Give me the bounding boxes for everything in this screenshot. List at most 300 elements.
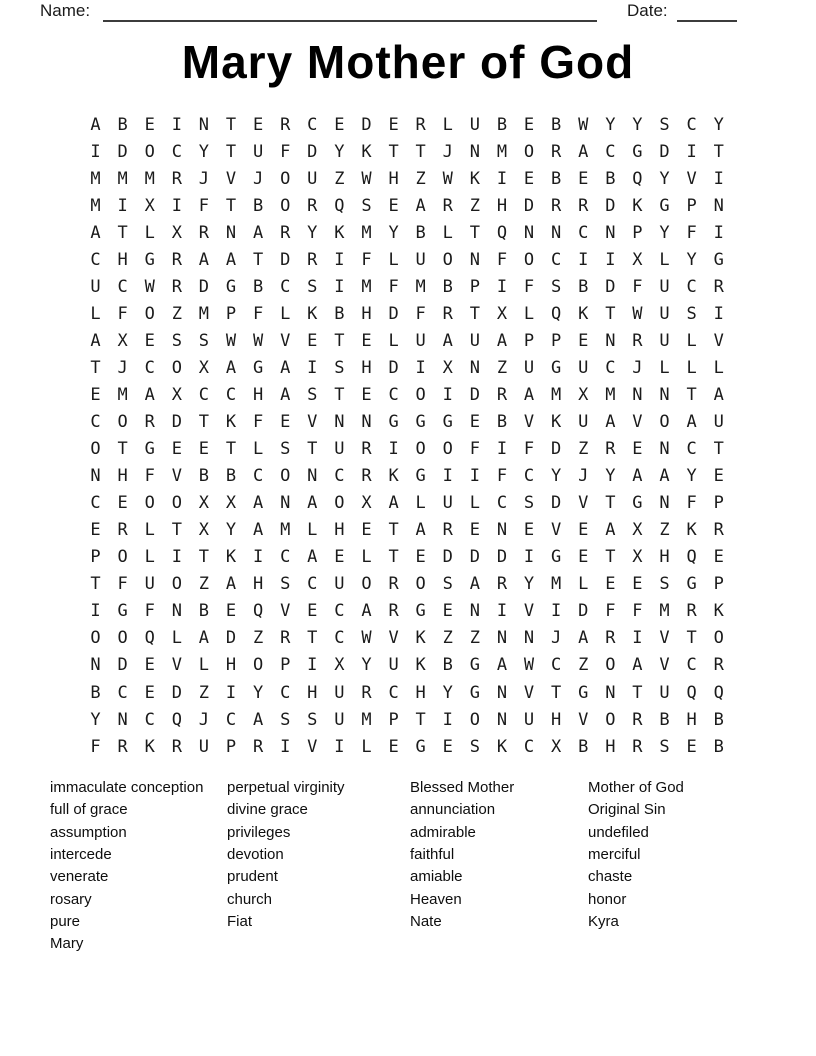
grid-letter: I <box>605 249 616 270</box>
grid-letter: U <box>90 276 101 297</box>
grid-letter: E <box>442 736 453 757</box>
grid-letter: L <box>144 520 155 541</box>
grid-letter: E <box>415 547 426 568</box>
grid-letter: U <box>307 168 318 189</box>
word-bank-item: annunciation <box>410 801 496 819</box>
grid-letter: M <box>198 303 210 324</box>
grid-letter: H <box>334 520 345 541</box>
grid-letter: B <box>713 709 724 730</box>
grid-letter: T <box>388 520 399 541</box>
grid-letter: H <box>388 168 399 189</box>
grid-letter: A <box>252 493 264 514</box>
grid-letter: F <box>632 601 643 622</box>
grid-letter: T <box>307 439 318 460</box>
grid-letter: L <box>144 222 155 243</box>
grid-letter: M <box>415 276 426 297</box>
grid-letter: J <box>632 357 643 378</box>
grid-letter: N <box>117 709 128 730</box>
grid-letter: C <box>117 682 128 703</box>
grid-letter: D <box>659 141 670 162</box>
grid-letter: T <box>415 141 426 162</box>
grid-letter: E <box>280 412 291 433</box>
grid-letter: A <box>388 493 399 514</box>
grid-letter: I <box>686 141 697 162</box>
grid-letter: O <box>415 574 426 595</box>
grid-letter: X <box>578 384 589 405</box>
grid-letter: C <box>280 547 291 568</box>
word-bank-item: church <box>227 890 273 908</box>
grid-letter: T <box>469 222 480 243</box>
word-bank-column <box>410 777 514 933</box>
grid-letter: V <box>280 330 291 351</box>
grid-letter: T <box>307 628 318 649</box>
grid-letter: T <box>713 439 724 460</box>
grid-letter: Q <box>171 709 182 730</box>
grid-letter: Q <box>144 628 155 649</box>
grid-letter: N <box>225 222 237 243</box>
word-bank-item: faithful <box>410 846 455 864</box>
grid-letter: M <box>90 195 101 216</box>
grid-letter: R <box>632 736 643 757</box>
grid-letter: R <box>388 601 399 622</box>
grid-letter: R <box>198 222 210 243</box>
grid-letter: D <box>307 141 318 162</box>
grid-letter: T <box>225 439 237 460</box>
grid-letter: A <box>415 520 426 541</box>
grid-letter: O <box>144 303 155 324</box>
grid-letter: N <box>659 439 670 460</box>
grid-letter: L <box>578 574 589 595</box>
grid-letter: C <box>334 601 345 622</box>
grid-letter: A <box>307 547 318 568</box>
grid-letter: I <box>171 114 182 135</box>
grid-letter: K <box>415 628 426 649</box>
grid-letter: W <box>442 168 453 189</box>
grid-letter: I <box>496 439 508 460</box>
grid-letter: I <box>713 222 724 243</box>
grid-letter: V <box>659 655 670 676</box>
word-bank-item: Heaven <box>410 890 462 908</box>
grid-letter: N <box>469 249 480 270</box>
grid-letter: E <box>334 114 345 135</box>
grid-letter: R <box>117 520 128 541</box>
grid-letter: L <box>686 357 697 378</box>
word-bank-item: immaculate conception <box>50 779 204 796</box>
grid-letter: C <box>334 628 345 649</box>
grid-letter: V <box>171 655 182 676</box>
grid-letter: N <box>496 682 508 703</box>
grid-letter: K <box>632 195 643 216</box>
grid-letter: D <box>578 601 589 622</box>
grid-letter: T <box>605 547 616 568</box>
grid-letter: K <box>361 141 372 162</box>
grid-letter: A <box>252 709 264 730</box>
grid-letter: A <box>225 357 237 378</box>
grid-letter: B <box>198 466 210 487</box>
grid-letter: I <box>415 357 426 378</box>
grid-letter: L <box>198 655 210 676</box>
grid-letter: C <box>144 709 155 730</box>
grid-letter: P <box>551 330 562 351</box>
grid-letter: F <box>523 439 535 460</box>
grid-letter: M <box>361 222 372 243</box>
grid-letter: R <box>713 655 724 676</box>
grid-letter: R <box>713 520 724 541</box>
grid-letter: X <box>225 493 237 514</box>
grid-letter: O <box>117 628 128 649</box>
grid-letter: V <box>578 493 589 514</box>
grid-letter: N <box>659 384 670 405</box>
grid-letter: R <box>361 439 372 460</box>
grid-letter: N <box>469 141 480 162</box>
grid-letter: B <box>713 736 724 757</box>
grid-letter: L <box>361 736 372 757</box>
grid-letter: Z <box>469 628 480 649</box>
grid-letter: N <box>632 384 643 405</box>
grid-letter: M <box>551 574 562 595</box>
grid-letter: R <box>171 276 182 297</box>
grid-letter: A <box>198 249 210 270</box>
grid-letter: F <box>280 141 291 162</box>
word-bank-item: Nate <box>410 913 442 931</box>
grid-letter: H <box>225 655 237 676</box>
grid-letter: G <box>469 655 480 676</box>
grid-letter: E <box>225 601 237 622</box>
word-bank-item: perpetual virginity <box>227 779 345 796</box>
grid-letter: I <box>496 276 508 297</box>
grid-letter: E <box>605 574 616 595</box>
grid-letter: U <box>198 736 210 757</box>
grid-letter: C <box>686 114 697 135</box>
grid-letter: O <box>334 493 345 514</box>
grid-letter: D <box>469 384 480 405</box>
grid-letter: G <box>415 412 426 433</box>
grid-letter: S <box>659 114 670 135</box>
grid-letter: Y <box>442 682 453 703</box>
grid-letter: R <box>252 736 264 757</box>
grid-letter: E <box>578 520 589 541</box>
grid-letter: X <box>632 249 643 270</box>
grid-letter: R <box>307 195 318 216</box>
grid-letter: O <box>252 655 264 676</box>
grid-letter: M <box>605 384 616 405</box>
grid-letter: R <box>632 330 643 351</box>
grid-letter: E <box>523 114 535 135</box>
grid-letter: C <box>523 466 535 487</box>
grid-letter: T <box>605 493 616 514</box>
grid-letter: C <box>551 655 562 676</box>
grid-letter: I <box>307 357 318 378</box>
grid-letter: G <box>551 547 562 568</box>
grid-letter: H <box>659 547 670 568</box>
grid-letter: V <box>686 168 697 189</box>
grid-letter: B <box>496 412 508 433</box>
grid-letter: G <box>388 412 399 433</box>
grid-letter: S <box>307 276 318 297</box>
grid-letter: S <box>307 384 318 405</box>
grid-letter: U <box>713 412 724 433</box>
grid-letter: D <box>171 682 182 703</box>
grid-letter: S <box>334 357 345 378</box>
grid-letter: O <box>713 628 724 649</box>
grid-letter: F <box>686 493 697 514</box>
grid-letter: V <box>171 466 182 487</box>
grid-letter: N <box>551 222 562 243</box>
grid-letter: E <box>469 520 480 541</box>
grid-letter: R <box>496 384 508 405</box>
grid-letter: Y <box>252 682 264 703</box>
grid-letter: A <box>713 384 724 405</box>
grid-letter: P <box>713 493 724 514</box>
grid-letter: G <box>225 276 237 297</box>
grid-letter: A <box>578 628 589 649</box>
grid-letter: O <box>90 439 101 460</box>
grid-letter: W <box>144 276 155 297</box>
grid-letter: R <box>442 195 453 216</box>
grid-letter: D <box>280 249 291 270</box>
grid-letter: A <box>90 114 101 135</box>
grid-letter: C <box>280 682 291 703</box>
grid-letter: N <box>713 195 724 216</box>
grid-letter: K <box>307 303 318 324</box>
grid-letter: E <box>713 466 724 487</box>
grid-letter: F <box>117 574 128 595</box>
grid-letter: U <box>659 276 670 297</box>
grid-letter: A <box>90 330 101 351</box>
grid-letter: B <box>252 195 264 216</box>
word-bank-item: assumption <box>50 823 127 841</box>
grid-letter: F <box>252 303 264 324</box>
grid-letter: L <box>659 249 670 270</box>
word-bank-item: full of grace <box>50 801 128 819</box>
grid-letter: M <box>117 384 128 405</box>
grid-letter: P <box>225 303 237 324</box>
grid-letter: X <box>632 547 643 568</box>
grid-letter: J <box>578 466 589 487</box>
grid-letter: Z <box>198 682 210 703</box>
grid-letter: T <box>90 357 101 378</box>
grid-letter: B <box>659 709 670 730</box>
grid-letter: Z <box>578 439 589 460</box>
grid-letter: C <box>280 276 291 297</box>
grid-letter: V <box>388 628 399 649</box>
grid-letter: F <box>632 276 643 297</box>
grid-letter: F <box>605 601 616 622</box>
grid-letter: H <box>117 466 128 487</box>
grid-letter: I <box>334 276 345 297</box>
grid-letter: K <box>578 303 589 324</box>
grid-letter: T <box>225 141 237 162</box>
grid-letter: I <box>632 628 643 649</box>
grid-letter: O <box>361 574 372 595</box>
grid-letter: C <box>686 655 697 676</box>
grid-letter: I <box>442 466 453 487</box>
grid-letter: E <box>469 412 480 433</box>
grid-letter: U <box>334 439 345 460</box>
grid-letter: R <box>605 628 616 649</box>
grid-letter: R <box>578 195 589 216</box>
grid-letter: O <box>415 384 426 405</box>
grid-letter: X <box>198 493 210 514</box>
grid-letter: Q <box>686 547 697 568</box>
grid-letter: G <box>686 574 697 595</box>
grid-letter: B <box>334 303 345 324</box>
grid-letter: F <box>469 439 480 460</box>
grid-letter: Y <box>334 141 345 162</box>
grid-letter: W <box>225 330 237 351</box>
grid-letter: T <box>605 303 616 324</box>
grid-letter: O <box>605 709 616 730</box>
grid-letter: B <box>605 168 616 189</box>
word-search-grid <box>82 111 732 760</box>
grid-letter: E <box>632 439 643 460</box>
grid-letter: R <box>280 222 291 243</box>
grid-letter: L <box>442 114 453 135</box>
word-bank-item: Blessed Mother <box>410 779 515 796</box>
grid-letter: D <box>605 276 616 297</box>
grid-letter: I <box>523 547 535 568</box>
grid-letter: M <box>280 520 291 541</box>
grid-letter: G <box>469 682 480 703</box>
grid-letter: A <box>605 520 616 541</box>
grid-letter: J <box>198 168 210 189</box>
grid-letter: U <box>659 330 670 351</box>
grid-letter: Y <box>551 466 562 487</box>
grid-letter: F <box>496 249 508 270</box>
grid-letter: E <box>90 520 101 541</box>
grid-letter: U <box>415 330 426 351</box>
grid-letter: L <box>523 303 535 324</box>
grid-letter: D <box>469 547 480 568</box>
grid-letter: S <box>469 736 480 757</box>
grid-letter: V <box>523 682 535 703</box>
grid-letter: A <box>144 384 155 405</box>
grid-letter: E <box>578 330 589 351</box>
grid-letter: X <box>442 357 453 378</box>
grid-letter: N <box>496 520 508 541</box>
grid-letter: I <box>117 195 128 216</box>
grid-letter: B <box>442 655 453 676</box>
grid-letter: R <box>632 709 643 730</box>
grid-letter: C <box>551 249 562 270</box>
grid-letter: N <box>334 412 345 433</box>
grid-letter: O <box>280 466 291 487</box>
grid-letter: F <box>117 303 128 324</box>
grid-letter: P <box>686 195 697 216</box>
grid-letter: C <box>605 357 616 378</box>
grid-letter: E <box>361 330 372 351</box>
grid-letter: E <box>388 114 399 135</box>
grid-letter: N <box>90 466 101 487</box>
grid-letter: I <box>388 439 399 460</box>
grid-letter: K <box>496 736 508 757</box>
grid-letter: U <box>523 709 535 730</box>
grid-letter: Y <box>523 574 535 595</box>
grid-letter: R <box>551 141 562 162</box>
grid-letter: T <box>388 547 399 568</box>
grid-letter: T <box>686 384 697 405</box>
grid-letter: X <box>551 736 562 757</box>
grid-letter: Z <box>496 357 508 378</box>
grid-letter: F <box>686 222 697 243</box>
grid-letter: E <box>252 114 264 135</box>
grid-letter: C <box>307 574 318 595</box>
grid-letter: U <box>578 412 589 433</box>
word-bank-item: intercede <box>50 846 112 864</box>
grid-letter: B <box>442 276 453 297</box>
grid-letter: Q <box>496 222 508 243</box>
grid-letter: K <box>334 222 345 243</box>
grid-letter: A <box>632 655 643 676</box>
grid-letter: S <box>280 439 291 460</box>
grid-letter: E <box>144 682 155 703</box>
grid-letter: U <box>144 574 155 595</box>
grid-letter: U <box>334 682 345 703</box>
grid-letter: P <box>713 574 724 595</box>
grid-letter: A <box>415 195 426 216</box>
grid-letter: A <box>686 412 697 433</box>
grid-letter: O <box>442 249 453 270</box>
grid-letter: N <box>171 601 182 622</box>
grid-letter: B <box>578 276 589 297</box>
grid-letter: T <box>117 222 128 243</box>
grid-letter: M <box>659 601 670 622</box>
word-bank-item: Fiat <box>227 913 253 931</box>
grid-letter: R <box>551 195 562 216</box>
word-bank-item: venerate <box>50 868 109 886</box>
word-bank-item: Kyra <box>588 913 619 931</box>
grid-letter: Y <box>659 168 670 189</box>
grid-letter: X <box>171 384 182 405</box>
grid-letter: U <box>659 682 670 703</box>
grid-letter: D <box>551 493 562 514</box>
word-bank-item: Mother of God <box>588 779 684 796</box>
grid-letter: U <box>415 249 426 270</box>
grid-letter: L <box>659 357 670 378</box>
grid-letter: S <box>659 574 670 595</box>
grid-letter: B <box>551 114 562 135</box>
grid-letter: E <box>686 736 697 757</box>
grid-letter: F <box>198 195 210 216</box>
grid-letter: K <box>415 655 426 676</box>
grid-letter: A <box>523 384 535 405</box>
grid-letter: Z <box>442 628 453 649</box>
grid-letter: C <box>523 736 535 757</box>
grid-letter: C <box>90 493 101 514</box>
grid-letter: H <box>252 574 264 595</box>
grid-letter: C <box>334 466 345 487</box>
grid-letter: E <box>144 655 155 676</box>
grid-letter: A <box>225 574 237 595</box>
grid-letter: O <box>605 655 616 676</box>
grid-letter: M <box>144 168 155 189</box>
grid-letter: R <box>442 520 453 541</box>
grid-letter: T <box>388 141 399 162</box>
grid-letter: L <box>686 330 697 351</box>
grid-letter: I <box>90 601 101 622</box>
grid-letter: N <box>605 330 616 351</box>
grid-letter: O <box>280 195 291 216</box>
grid-letter: Q <box>686 682 697 703</box>
grid-letter: O <box>171 493 182 514</box>
grid-letter: Q <box>252 601 264 622</box>
grid-letter: F <box>252 412 264 433</box>
grid-letter: N <box>469 601 480 622</box>
grid-letter: L <box>442 222 453 243</box>
grid-letter: C <box>225 709 237 730</box>
grid-letter: N <box>605 222 616 243</box>
grid-letter: R <box>171 736 182 757</box>
